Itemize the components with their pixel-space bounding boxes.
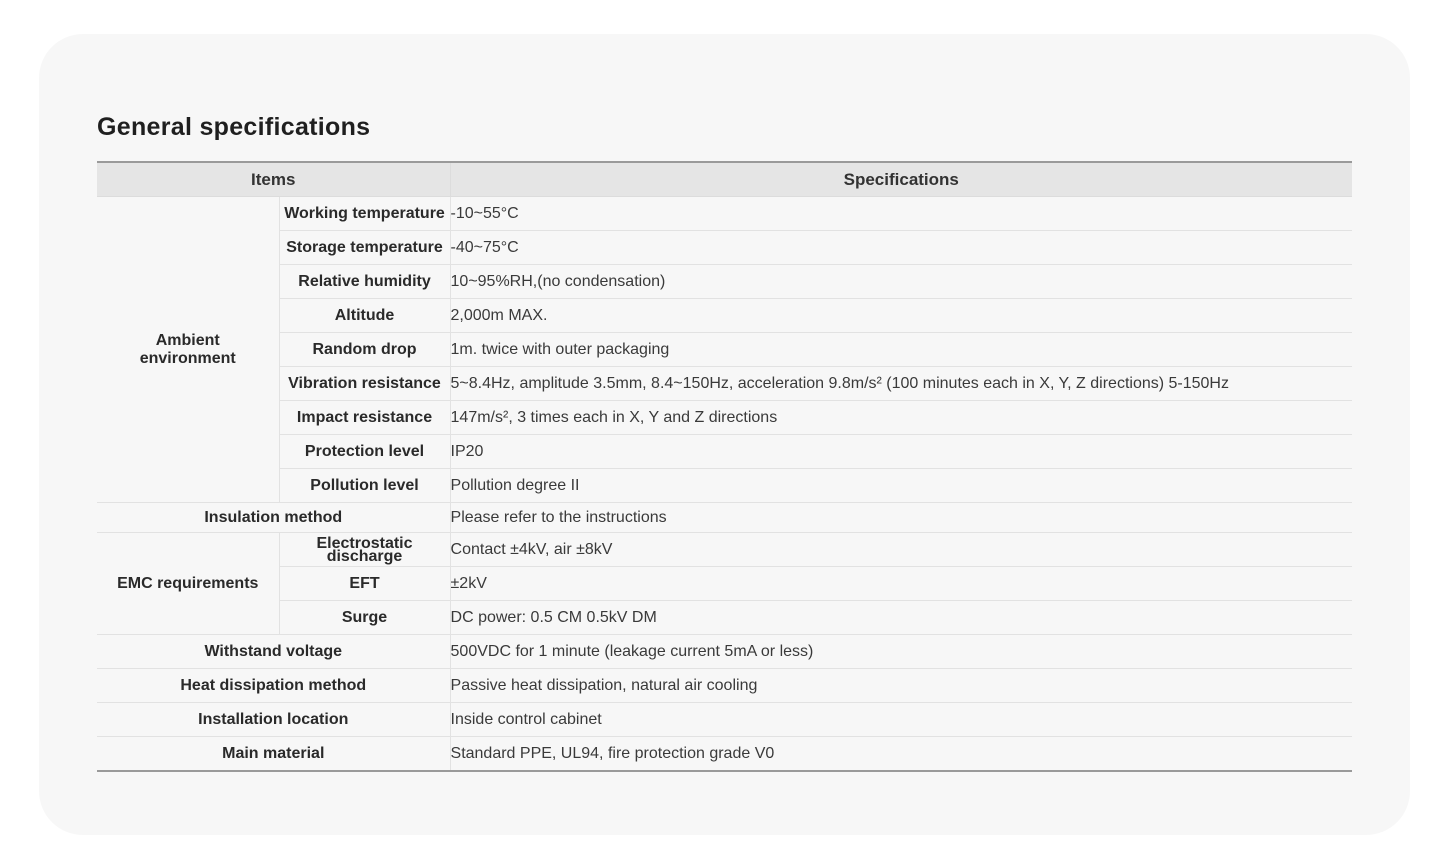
table-row: [97, 333, 1352, 367]
item-label: Protection level: [279, 435, 450, 469]
header-specifications: Specifications: [450, 162, 1352, 197]
table-row: [97, 435, 1352, 469]
table-row: [97, 567, 1352, 601]
item-label: Storage temperature: [279, 231, 450, 265]
item-label: Surge: [279, 601, 450, 635]
spec-value: 1m. twice with outer packaging: [450, 333, 1352, 367]
spec-value: DC power: 0.5 CM 0.5kV DM: [450, 601, 1352, 635]
item-label: Vibration resistance: [279, 367, 450, 401]
item-label-line: discharge: [326, 547, 403, 565]
item-label: Insulation method: [97, 503, 450, 533]
table-row: [97, 669, 1352, 703]
spec-value: Pollution degree II: [450, 469, 1352, 503]
table-row: [97, 601, 1352, 635]
table-row: [97, 231, 1352, 265]
spec-value: IP20: [450, 435, 1352, 469]
specifications-table: [97, 161, 1352, 772]
item-label: Heat dissipation method: [97, 669, 450, 703]
item-label: Impact resistance: [279, 401, 450, 435]
item-label: Working temperature: [279, 197, 450, 231]
group-ambient-environment: [97, 197, 279, 503]
table-row: [97, 197, 1352, 231]
table-header-row: [97, 162, 1352, 197]
table-row: [97, 469, 1352, 503]
table-row: [97, 401, 1352, 435]
table-row: [97, 533, 1352, 567]
page-title: General specifications: [97, 113, 371, 141]
spec-value: Inside control cabinet: [450, 703, 1352, 737]
spec-value: -40~75°C: [450, 231, 1352, 265]
item-label: Relative humidity: [279, 265, 450, 299]
table-row: [97, 503, 1352, 533]
spec-value: Standard PPE, UL94, fire protection grade V0: [450, 744, 775, 762]
table-row: [97, 635, 1352, 669]
spec-value: Passive heat dissipation, natural air cooling: [450, 669, 1352, 703]
group-label-line: environment: [139, 349, 236, 367]
item-label: Installation location: [97, 703, 450, 737]
table-row: [97, 367, 1352, 401]
spec-value: 500VDC for 1 minute (leakage current 5mA or less): [450, 635, 1352, 669]
item-label: Pollution level: [279, 469, 450, 503]
table-row: [97, 737, 1352, 772]
group-emc-requirements: EMC requirements: [97, 533, 279, 635]
spec-value: 2,000m MAX.: [450, 299, 1352, 333]
spec-value: Please refer to the instructions: [450, 503, 1352, 533]
spec-value: ±2kV: [450, 567, 1352, 601]
spec-value: Contact ±4kV, air ±8kV: [450, 533, 1352, 567]
item-label: Random drop: [279, 333, 450, 367]
spec-value: 147m/s², 3 times each in X, Y and Z directions: [450, 401, 1352, 435]
item-label: Withstand voltage: [97, 635, 450, 669]
item-label: EFT: [279, 567, 450, 601]
table-row: [97, 265, 1352, 299]
item-label: Main material: [97, 737, 450, 772]
group-label-line: Ambient: [155, 331, 220, 349]
table-row: [97, 703, 1352, 737]
table-row: [97, 299, 1352, 333]
header-items: Items: [97, 162, 450, 197]
item-label: [279, 533, 450, 567]
item-label-line: Electrostatic: [316, 534, 413, 552]
spec-value: -10~55°C: [450, 197, 1352, 231]
spec-value: 10~95%RH,(no condensation): [450, 265, 1352, 299]
item-label: Altitude: [279, 299, 450, 333]
spec-value: 5~8.4Hz, amplitude 3.5mm, 8.4~150Hz, acceleration 9.8m/s² (100 minutes each in X, Y, Z directions) 5-150Hz: [450, 367, 1352, 401]
